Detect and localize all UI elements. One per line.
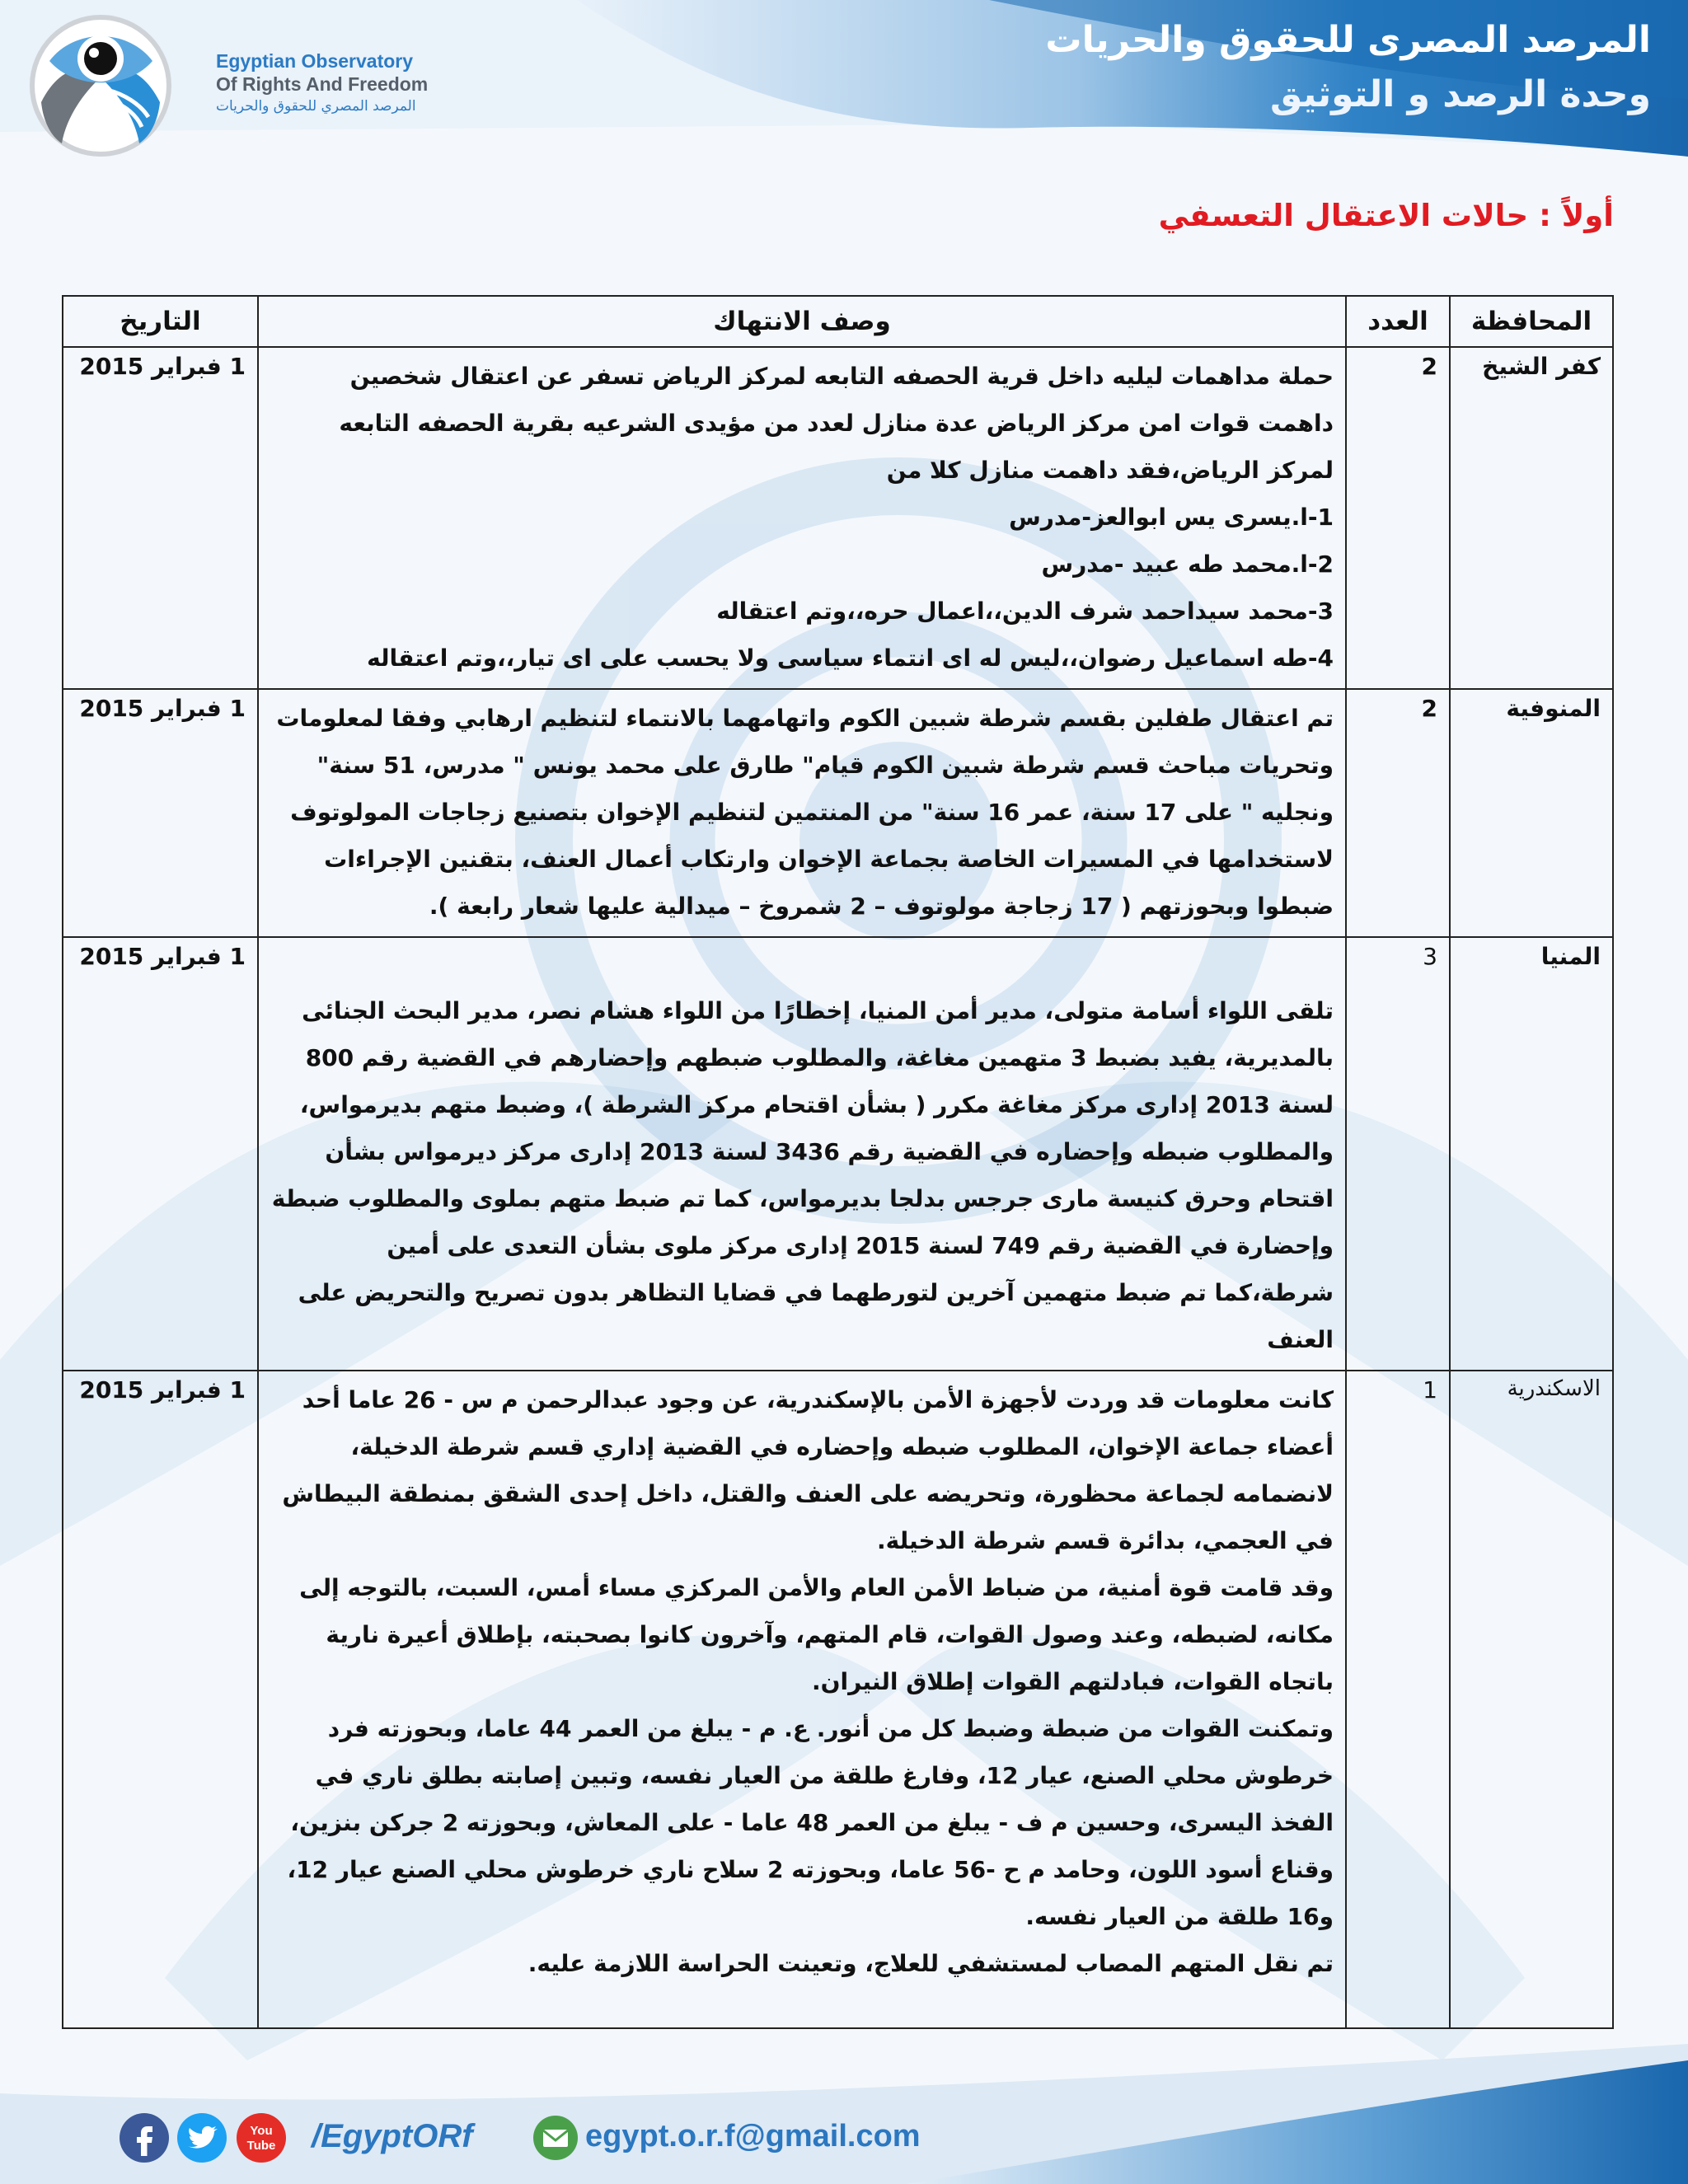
table-row: [63, 937, 1613, 1371]
email-link[interactable]: egypt.o.r.f@gmail.com: [585, 2119, 921, 2154]
description-line: وقد قامت قوة أمنية، من ضباط الأمن العام والأمن المركزي مساء أمس، السبت، بالتوجه إلى مكانه، لضبطه، وعند وصول القوات، قام المتهم، وآخرون كانوا بصحبته، بإطلاق أعيرة نارية باتجاه القوات، فبادلتهم القوات إطلاق النيران.: [299, 1574, 1334, 1695]
table-header-row: [63, 296, 1613, 347]
social-icons: [120, 2111, 301, 2164]
description-cell: [258, 689, 1346, 937]
date-cell: 1 فبراير 2015: [63, 1371, 258, 2028]
youtube-icon[interactable]: [237, 2113, 286, 2163]
logo-name-en-line1: Egyptian Observatory: [216, 50, 414, 72]
header-subtitle: وحدة الرصد و التوثيق: [1270, 73, 1651, 115]
description-line: 3-محمد سيداحمد شرف الدين،،اعمال حره،،وتم اعتقاله: [716, 598, 1334, 625]
description-line: تم نقل المتهم المصاب لمستشفي للعلاج، وتعينت الحراسة اللازمة عليه.: [528, 1950, 1334, 1977]
description-line: 2-ا.محمد طه عبيد -مدرس: [1041, 551, 1334, 578]
description-line: تم اعتقال طفلين بقسم شرطة شبين الكوم واتهامهما بالانتماء لتنظيم ارهابي وفقا لمعلومات وتحريات مباحث قسم شرطة شبين الكوم قيام" طارق على محمد يونس " مدرس، 51 سنة" ونجليه " على 17 سنة، عمر 16 سنة" من المنتمين لتنظيم الإخوان بتصنيع زجاجات المولوتوف لاستخدامها في المسيرات الخاصة بجماعة الإخوان وارتكاب أعمال العنف، بتقنين الإجراءات ضبطوا وبحوزتهم ( 17 زجاجة مولوتوف – 2 شمروخ – ميدالية عليها شعار رابعة ).: [276, 705, 1334, 920]
header-date: التاريخ: [63, 296, 258, 347]
logo: [25, 12, 429, 160]
count-cell: 2: [1346, 347, 1450, 689]
header-title: المرصد المصرى للحقوق والحريات: [1045, 19, 1651, 61]
mail-icon: [532, 2115, 579, 2161]
cases-table: [62, 295, 1614, 2029]
governorate-cell: كفر الشيخ: [1450, 347, 1613, 689]
twitter-icon[interactable]: [177, 2113, 227, 2163]
date-cell: 1 فبراير 2015: [63, 689, 258, 937]
youtube-label-bottom: Tube: [246, 2139, 276, 2153]
description-line: حملة مداهمات ليليه داخل قرية الحصفه التابعه لمركز الرياض تسفر عن اعتقال شخصين: [349, 363, 1334, 390]
description-line: تلقى اللواء أسامة متولى، مدير أمن المنيا، إخطارًا من اللواء هشام نصر، مدير البحث الجنائى بالمديرية، يفيد بضبط 3 متهمين مغاغة، والمطلوب ضبطهم وإحضارهم في القضية رقم 800 لسنة 2013 إدارى مركز مغاغة مكرر ( بشأن اقتحام مركز الشرطة )، وضبط متهم بديرمواس، والمطلوب ضبطه وإحضاره في القضية رقم 3436 لسنة 2013 إدارى مركز ديرمواس بشأن اقتحام وحرق كنيسة مارى جرجس بدلجا بديرمواس، كما تم ضبط متهم بملوى والمطلوب ضبطة وإحضارة في القضية رقم 749 لسنة 2015 إدارى مركز ملوى بشأن التعدى على أمين شرطة،كما تم ضبط متهمين آخرين لتورطهما في قضايا التظاهر بدون تصريح والتحريض على العنف: [271, 997, 1334, 1353]
description-cell: [258, 1371, 1346, 2028]
eye-hands-logo-icon: [25, 12, 190, 160]
governorate-cell: المنيا: [1450, 937, 1613, 1371]
count-cell: 3: [1346, 937, 1450, 1371]
description-line: 4-طه اسماعيل رضوان،،ليس له اى انتماء سياسى ولا يحسب على اى تيار،،وتم اعتقاله: [367, 644, 1334, 672]
table-row: [63, 1371, 1613, 2028]
description-line: وتمكنت القوات من ضبطة وضبط كل من أنور. ع. م - يبلغ من العمر 44 عاما، وبحوزته فرد خرطوش محلي الصنع، عيار 12، وفارغ طلقة من العيار نفسه، وتبين إصابته بطلق ناري في الفخذ اليسرى، وحسين م ف - يبلغ من العمر 48 عاما - على المعاش، وبحوزته 2 جركن بنزين، وقناع أسود اللون، وحامد م ح -56 عاما، وبحوزته 2 سلاح ناري خرطوش محلي الصنع عيار 12، و16 طلقة من العيار نفسه.: [287, 1715, 1334, 1930]
youtube-label-top: You: [250, 2124, 273, 2138]
description-line: كانت معلومات قد وردت لأجهزة الأمن بالإسكندرية، عن وجود عبدالرحمن م س - 26 عاما أحد أعضاء جماعة الإخوان، المطلوب ضبطه وإحضاره في القضية إداري قسم شرطة الدخيلة، لانضمامه لجماعة محظورة، وتحريضه على العنف والقتل، داخل إحدى الشقق بمنطقة البيطاش في العجمي، بدائرة قسم شرطة الدخيلة.: [282, 1386, 1334, 1554]
section-title: أولاً : حالات الاعتقال التعسفي: [1158, 198, 1614, 233]
table-row: [63, 689, 1613, 937]
description-cell: [258, 937, 1346, 1371]
logo-name-ar: المرصد المصري للحقوق والحريات: [216, 98, 416, 115]
facebook-icon[interactable]: [120, 2113, 169, 2163]
logo-name-en-line2: Of Rights And Freedom: [216, 73, 429, 95]
description-line: 1-ا.يسرى يس ابوالعز-مدرس: [1009, 504, 1334, 531]
governorate-cell: الاسكندرية: [1450, 1371, 1613, 2028]
date-cell: 1 فبراير 2015: [63, 937, 258, 1371]
count-cell: 2: [1346, 689, 1450, 937]
header-count: العدد: [1346, 296, 1450, 347]
header-description: وصف الانتهاك: [258, 296, 1346, 347]
date-cell: 1 فبراير 2015: [63, 347, 258, 689]
social-handle-link[interactable]: /EgyptORf: [312, 2118, 473, 2154]
count-cell: 1: [1346, 1371, 1450, 2028]
description-line: داهمت قوات امن مركز الرياض عدة منازل لعدد من مؤيدى الشرعيه بقرية الحصفه التابعه لمركز الرياض،فقد داهمت منازل كلا من: [339, 410, 1334, 484]
table-row: [63, 347, 1613, 689]
description-cell: [258, 347, 1346, 689]
governorate-cell: المنوفية: [1450, 689, 1613, 937]
header-governorate: المحافظة: [1450, 296, 1613, 347]
